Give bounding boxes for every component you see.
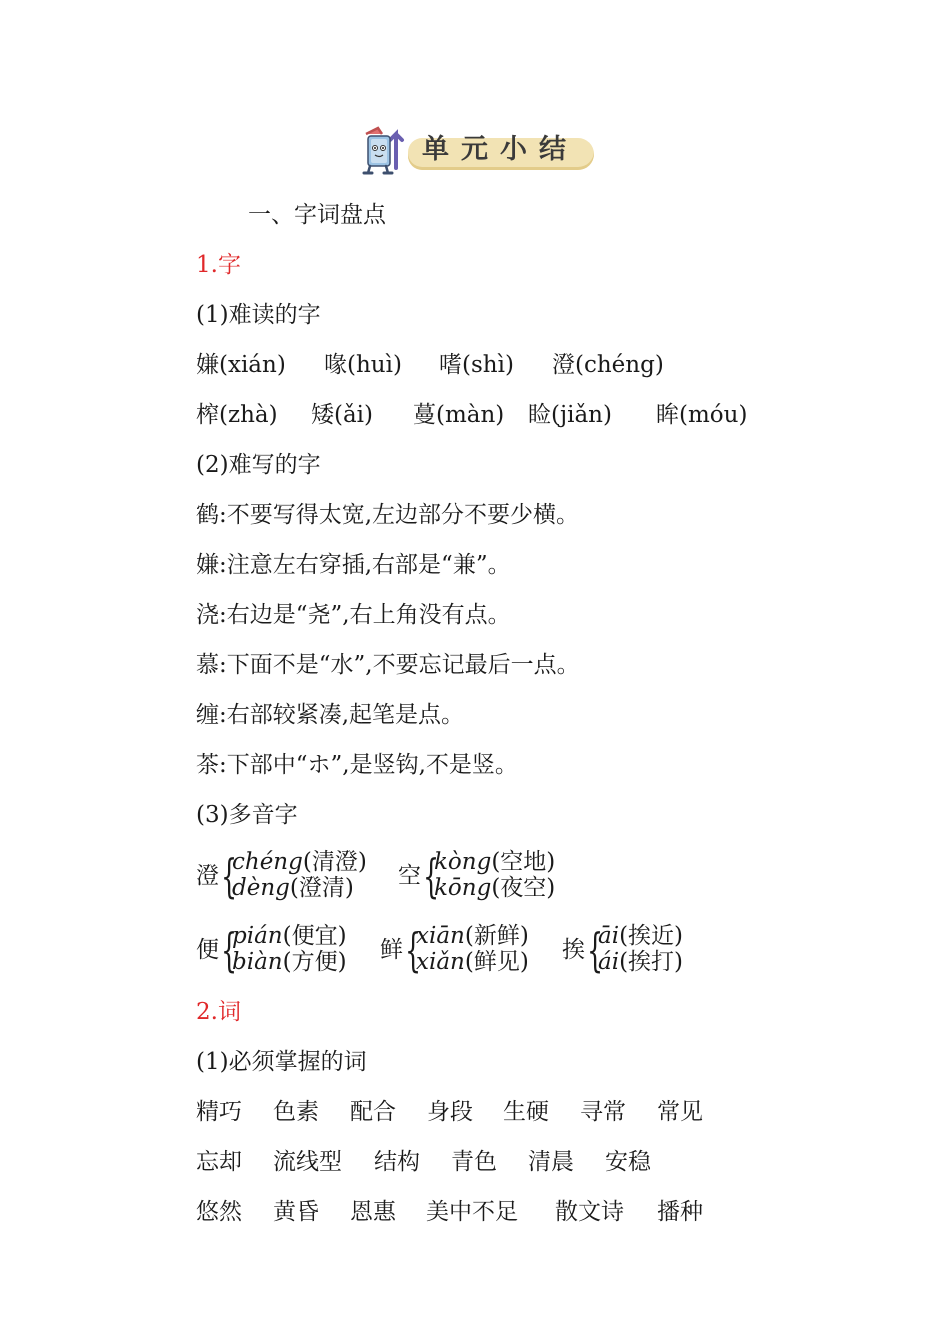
reading-2 [416,949,529,975]
pinyin: āi [598,923,620,949]
brace-icon: { [405,923,422,977]
page-title: 单元小结 [422,134,578,165]
example-word: (鲜见) [464,949,529,975]
reading-1 [598,923,683,949]
polyphonic-item [196,849,386,903]
word-row-2 [196,1147,651,1177]
example-word: (空地) [491,849,556,875]
subheading-polyphonic: (3)多音字 [196,802,298,828]
brace-icon: { [423,849,440,903]
reading-1 [434,849,555,875]
pinyin: biàn [232,949,283,975]
subheading-must-master: (1)必须掌握的词 [196,1049,367,1075]
char-item: 嫌(xián) [196,352,286,378]
example-word: (方便) [282,949,347,975]
word-item: 色素 [273,1099,319,1125]
reading-2 [232,875,354,901]
write-note: 茶:下部中“ホ”,是竖钩,不是竖。 [196,752,518,778]
word-item: 播种 [657,1199,703,1225]
hard-read-row-2 [196,400,747,430]
word-item: 精巧 [196,1099,242,1125]
word-item: 忘却 [196,1149,242,1175]
word-item: 结构 [374,1149,420,1175]
poly-char: 便 [196,937,219,963]
polyphonic-item [398,849,578,903]
heading-characters: 1.字 [196,252,241,278]
word-item: 生硬 [503,1099,549,1125]
poly-char: 空 [398,863,421,889]
poly-char: 澄 [196,863,219,889]
example-word: (挨打) [619,949,684,975]
pinyin: xiān [416,923,465,949]
pinyin: ái [598,949,620,975]
heading-words: 2.词 [196,999,241,1025]
reading-1 [232,849,367,875]
char-item: 嗜(shì) [439,352,514,378]
subheading-hard-to-read: (1)难读的字 [196,302,321,328]
example-word: (便宜) [282,923,347,949]
word-item: 青色 [451,1149,497,1175]
word-item: 黄昏 [273,1199,319,1225]
pinyin: dèng [232,875,290,901]
word-item: 身段 [427,1099,473,1125]
word-item: 恩惠 [350,1199,396,1225]
reading-1 [416,923,529,949]
book-mascot-icon [356,124,412,176]
word-item: 安稳 [605,1149,651,1175]
char-item: 眸(móu) [656,402,748,428]
polyphonic-item [380,923,550,977]
unit-summary-header [356,124,596,176]
polyphonic-item [562,923,712,977]
hard-read-row-1 [196,350,664,380]
example-word: (澄清) [289,875,354,901]
reading-2 [232,949,347,975]
poly-char: 鲜 [380,937,403,963]
pinyin: chéng [232,849,303,875]
word-item: 流线型 [273,1149,342,1175]
section-heading: 一、字词盘点 [248,202,386,228]
write-note: 缠:右部较紧凑,起笔是点。 [196,702,465,728]
word-item: 常见 [657,1099,703,1125]
write-note: 嫌:注意左右穿插,右部是“兼”。 [196,552,511,578]
reading-2 [598,949,683,975]
write-note: 鹤:不要写得太宽,左边部分不要少横。 [196,502,580,528]
brace-icon: { [587,923,604,977]
polyphonic-item [196,923,366,977]
char-item: 澄(chéng) [552,352,664,378]
write-note: 浇:右边是“尧”,右上角没有点。 [196,602,511,628]
pinyin: kòng [434,849,492,875]
word-item: 美中不足 [426,1199,518,1225]
word-item: 寻常 [580,1099,626,1125]
word-item: 清晨 [528,1149,574,1175]
reading-1 [232,923,347,949]
example-word: (清澄) [302,849,367,875]
pinyin: pián [232,923,283,949]
example-word: (挨近) [619,923,684,949]
char-item: 榨(zhà) [196,402,278,428]
reading-2 [434,875,555,901]
char-item: 喙(huì) [324,352,402,378]
char-item: 矮(ǎi) [311,402,374,428]
brace-icon: { [221,849,238,903]
char-item: 睑(jiǎn) [528,402,612,428]
example-word: (夜空) [491,875,556,901]
pinyin: xiǎn [416,949,465,975]
char-item: 蔓(màn) [413,402,505,428]
word-item: 悠然 [196,1199,242,1225]
write-note: 慕:下面不是“水”,不要忘记最后一点。 [196,652,580,678]
word-item: 散文诗 [555,1199,624,1225]
subheading-hard-to-write: (2)难写的字 [196,452,321,478]
example-word: (新鲜) [464,923,529,949]
pinyin: kōng [434,875,492,901]
word-item: 配合 [350,1099,396,1125]
word-row-1 [196,1097,703,1127]
poly-char: 挨 [562,937,585,963]
word-row-3 [196,1197,703,1227]
brace-icon: { [221,923,238,977]
